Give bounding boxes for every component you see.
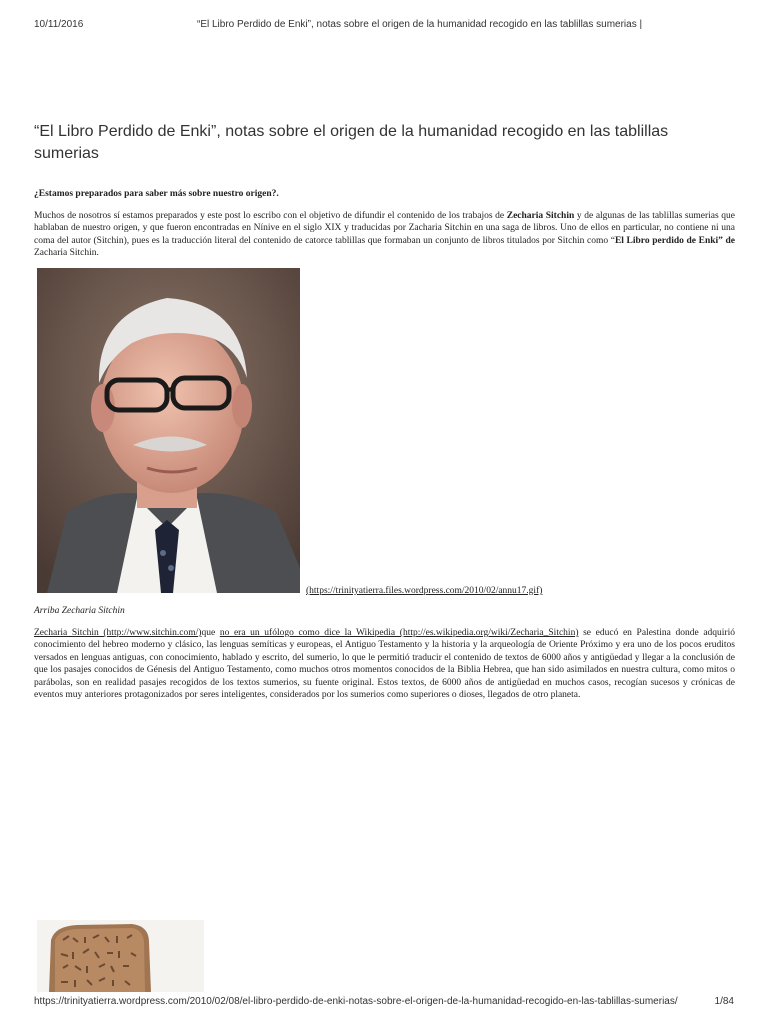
post-title: “El Libro Perdido de Enki”, notas sobre el origen de la humanidad recogido en las tablillas sumerias: [34, 123, 669, 162]
paragraph-text: Muchos de nosotros sí estamos preparados y este post lo escribo con el objetivo de difundir el contenido de los trabajos de: [34, 211, 507, 221]
wikipedia-link[interactable]: no era un ufólogo como dice la Wikipedia (http://es.wikipedia.org/wiki/Zecharia_Sitchin): [219, 628, 579, 638]
paragraph-intro: [34, 210, 735, 260]
photo-source-link[interactable]: (https://trinityatierra.files.wordpress.com/2010/02/annu17.gif): [306, 586, 543, 596]
page-number: 1/84: [714, 996, 734, 1007]
author-photo[interactable]: [37, 268, 300, 593]
paragraph-text: Zacharia Sitchin.: [34, 248, 99, 259]
paragraph-text: y de algunas de las tablillas sumerias que hablaban de nuestro origen, y que fueron encontradas en Nínive en el siglo XIX y traducidas por Zacharia Sitchin en una saga de libros. Uno de ellos en particular, no contiene ni una coma del autor (Sitchin), pues es la traducción literal del contenido de catorce tablillas que formaban un conjunto de libros titulados por Sitchin como “: [34, 211, 735, 246]
sitchin-link[interactable]: Zecharia Sitchin (http://www.sitchin.com/): [34, 628, 202, 638]
book-title-bold: El Libro perdido de Enki” de: [614, 235, 736, 246]
print-header-title: “El Libro Perdido de Enki”, notas sobre el origen de la humanidad recogido en las tablillas sumerias |: [197, 19, 643, 30]
paragraph-text: que: [201, 628, 220, 638]
author-name-bold: Zecharia Sitchin: [506, 211, 575, 221]
print-footer-url: https://trinityatierra.wordpress.com/2010/02/08/el-libro-perdido-de-enki-notas-sobre-el-origen-de-la-humanidad-recogido-en-las-tablillas-sumerias/: [34, 996, 678, 1007]
paragraph-sitchin: [34, 627, 735, 701]
sumerian-tablet-image[interactable]: [37, 920, 204, 992]
print-date: 10/11/2016: [34, 19, 84, 30]
paragraph-text: se educó en Palestina donde adquirió conocimiento del hebreo moderno y clásico, las lenguas semíticas y europeas, el Antiguo Testamento y la historia y la arqueología de Oriente Próximo y era uno de los pocos eruditos versados en lenguas antiguas, con conocimiento, hablado y escrito, del sumerio, lo que le permitió traducir el contenido de textos de 6000 años y antigüedad y llegar a la conclusión de que los pasajes conocidos de Génesis del Antiguo Testamento, como muchos otros momentos conocidos de la Biblia Hebrea, que han sido asimilados en nuestra cultura, como mitos o parábolas, son en realidad pasajes recogidos de los textos sumerios, su fuente original. Estos textos, de 6000 años de antigüedad en muchos casos, recogían sucesos y crónicas de eventos muy anteriores protagonizados por seres inteligentes, considerados por los sumerios como superiores o dioses, llegados de otro planeta.: [34, 628, 735, 701]
intro-question: ¿Estamos preparados para saber más sobre nuestro origen?.: [34, 189, 279, 199]
photo-caption: Arriba Zecharia Sitchin: [34, 606, 125, 616]
